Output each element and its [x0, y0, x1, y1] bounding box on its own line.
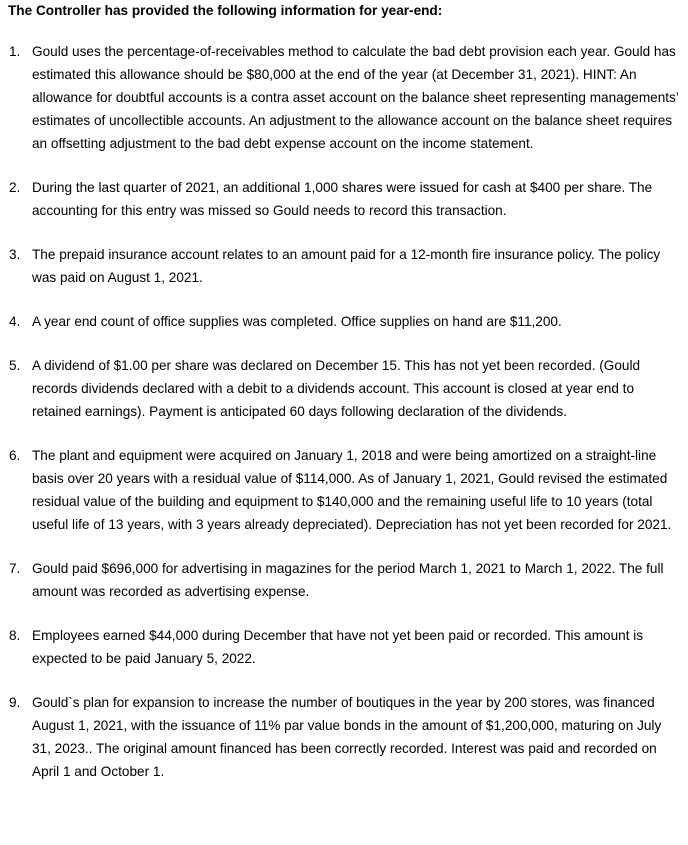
list-item-text: Gould`s plan for expansion to increase the number of boutiques in the year by 200 stores, was financed August 1, 2021, with the issuance of 11% par value bonds in the amount of $1,200,000, maturing on July 31, 2023.. The original amount financed has been correctly recorded. Interest was paid and recorded on April 1 and October 1. — [32, 695, 662, 779]
list-item-4 — [8, 310, 682, 333]
list-item-number: 2. — [9, 180, 21, 195]
list-item-7 — [8, 557, 682, 603]
list-item-number: 1. — [9, 44, 21, 59]
list-item-text: The prepaid insurance account relates to an amount paid for a 12-month fire insurance policy. The policy was paid on August 1, 2021. — [32, 247, 661, 285]
list-item-number: 3. — [9, 247, 21, 262]
list-item-text: Gould paid $696,000 for advertising in magazines for the period March 1, 2021 to March 1, 2022. The full amount was recorded as advertising expense. — [32, 561, 664, 599]
list-item-text: A year end count of office supplies was completed. Office supplies on hand are $11,200. — [32, 314, 562, 329]
list-item-text: Gould uses the percentage-of-receivables method to calculate the bad debt provision each year. Gould has estimated this allowance should be $80,000 at the end of the year (at December 31, 2021). HINT: An allowance for doubtful accounts is a contra asset account on the balance sheet representing managements’ estimates of uncollectible accounts. An adjustment to the allowance account on the balance sheet requires an offsetting adjustment to the bad debt expense account on the income statement. — [32, 44, 679, 151]
list-item-text: A dividend of $1.00 per share was declared on December 15. This has not yet been recorded. (Gould records dividends declared with a debit to a dividends account. This account is closed at year end to retained earnings). Payment is anticipated 60 days following declaration of the dividends. — [32, 358, 641, 419]
list-item-number: 9. — [9, 695, 21, 710]
list-item-3 — [8, 243, 682, 289]
list-item-number: 7. — [9, 561, 21, 576]
list-item-number: 6. — [9, 448, 21, 463]
list-item-number: 5. — [9, 358, 21, 373]
list-item-2 — [8, 176, 682, 222]
list-item-text: Employees earned $44,000 during December that have not yet been paid or recorded. This amount is expected to be paid January 5, 2022. — [32, 628, 644, 666]
list-item-number: 8. — [9, 628, 21, 643]
list-item-text: The plant and equipment were acquired on January 1, 2018 and were being amortized on a straight-line basis over 20 years with a residual value of $114,000. As of January 1, 2021, Gould revised the estimated residual value of the building and equipment to $140,000 and the remaining useful life to 10 years (total useful life of 13 years, with 3 years already depreciated). Depreciation has not yet been recorded for 2021. — [32, 448, 672, 532]
list-item-6 — [8, 444, 682, 536]
list-item-9 — [8, 691, 682, 783]
document-heading: The Controller has provided the following information for year-end: — [8, 3, 443, 18]
list-item-text: During the last quarter of 2021, an additional 1,000 shares were issued for cash at $400 per share. The accounting for this entry was missed so Gould needs to record this transaction. — [32, 180, 653, 218]
list-item-1 — [8, 40, 682, 155]
list-item-5 — [8, 354, 682, 423]
list-item-8 — [8, 624, 682, 670]
list-item-number: 4. — [9, 314, 21, 329]
